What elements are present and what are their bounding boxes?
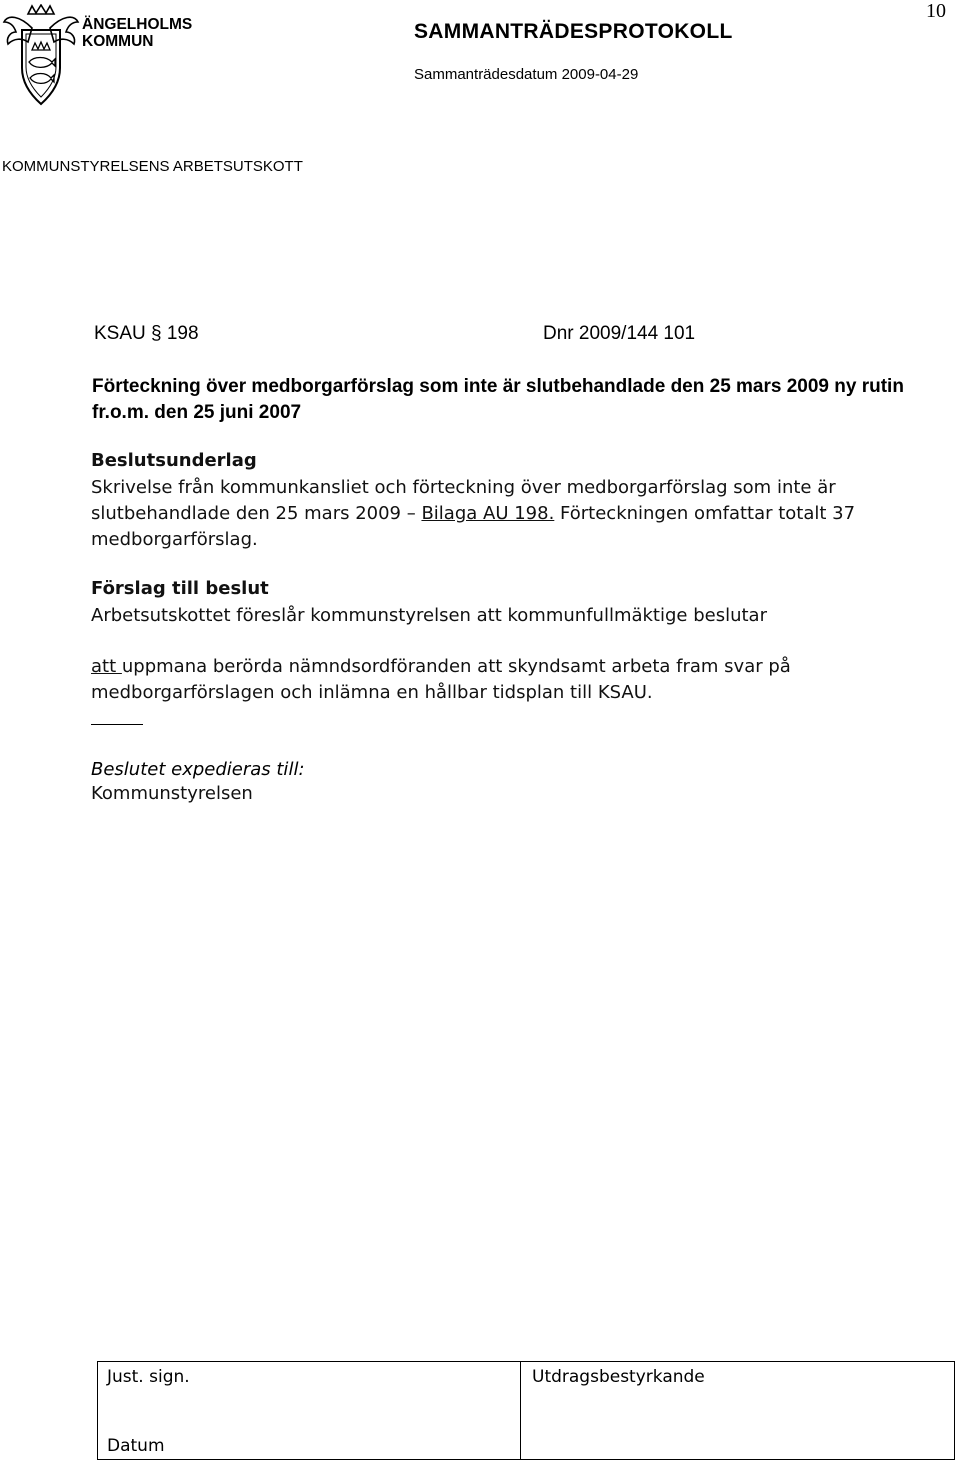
coat-of-arms-logo (2, 4, 80, 108)
distribution-heading: Beslutet expedieras till: (91, 759, 305, 780)
basis-paragraph (91, 475, 951, 553)
proposal-heading: Förslag till beslut (91, 578, 269, 599)
basis-heading: Beslutsunderlag (91, 450, 257, 471)
proposal-intro: Arbetsutskottet föreslår kommunstyrelsen att kommunfullmäktige beslutar (91, 605, 767, 626)
item-title: Förteckning över medborgarförslag som inte är slutbehandlade den 25 mars 2009 ny rutin fr.o.m. den 25 juni 2007 (92, 376, 904, 423)
page-number: 10 (926, 0, 946, 22)
distribution-recipient: Kommunstyrelsen (91, 783, 253, 804)
item-diary-number: Dnr 2009/144 101 (543, 323, 696, 344)
org-name-line1: ÄNGELHOLMS (82, 16, 193, 33)
meeting-date: Sammanträdesdatum 2009-04-29 (414, 66, 639, 83)
item-reference: KSAU § 198 (94, 323, 199, 344)
document-type: SAMMANTRÄDESPROTOKOLL (414, 20, 733, 43)
org-name-line2: KOMMUN (82, 33, 154, 50)
organization-name (82, 16, 192, 50)
committee-name: KOMMUNSTYRELSENS ARBETSUTSKOTT (2, 158, 303, 175)
basis-text-before: Skrivelse från kommunkansliet och förteckning över medborgarförslag som inte är slutbehandlade den 25 mars 2009 – (91, 477, 836, 524)
certification-label: Utdragsbestyrkande (532, 1367, 705, 1387)
proposal-decision (91, 654, 951, 706)
basis-text-after: Förteckningen omfattar totalt 37 medborgarförslag. (91, 503, 856, 550)
separator-rule (91, 724, 143, 725)
signature-table (97, 1361, 955, 1460)
signature-table-divider (520, 1362, 521, 1459)
date-label: Datum (107, 1436, 165, 1456)
attachment-link[interactable]: Bilaga AU 198. (421, 503, 555, 524)
decision-text: uppmana berörda nämndsordföranden att skyndsamt arbeta fram svar på medborgarförslagen och inlämna en hållbar tidsplan till KSAU. (91, 656, 791, 703)
att-keyword: att (91, 656, 122, 677)
just-sign-label: Just. sign. (107, 1367, 190, 1387)
